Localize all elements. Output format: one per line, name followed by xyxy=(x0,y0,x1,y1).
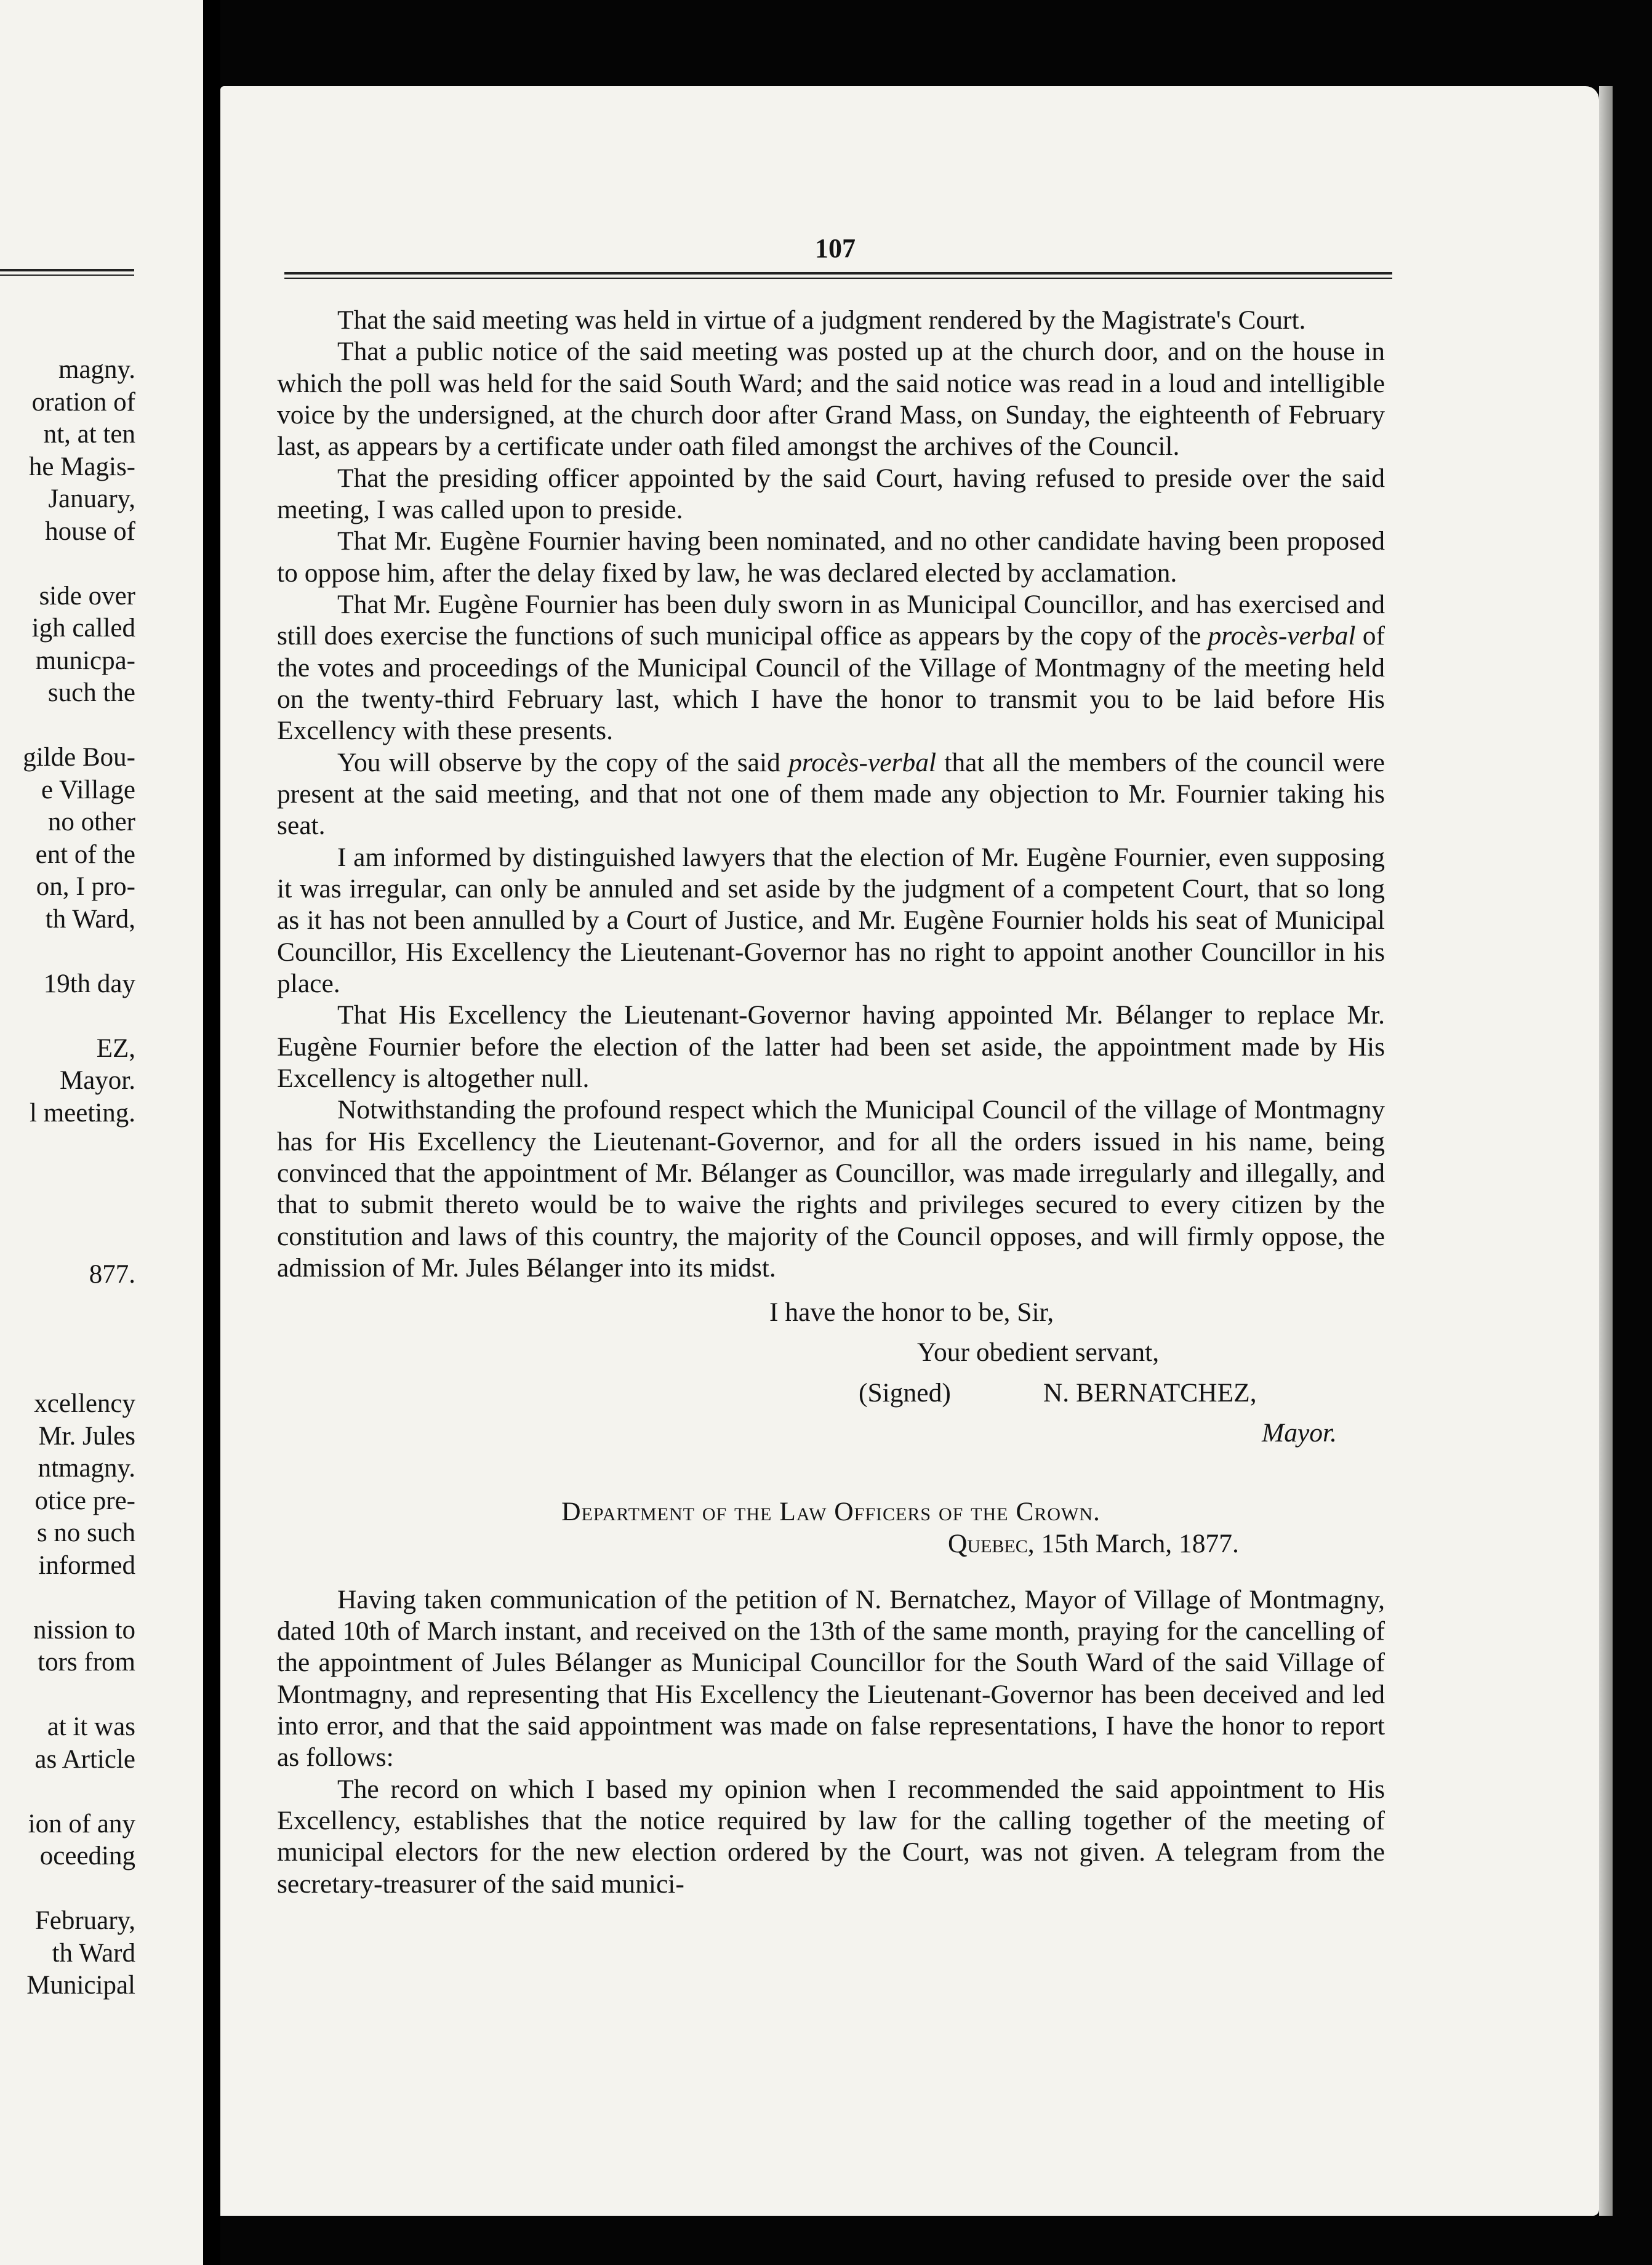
left-page-line: e Village xyxy=(41,775,135,804)
paragraph-1: That the said meeting was held in virtue of a judgment rendered by the Magistrate's Court. xyxy=(337,305,1306,335)
signature-line xyxy=(277,1373,1385,1413)
left-page-line xyxy=(0,710,203,742)
left-page-line: th Ward xyxy=(52,1938,135,1968)
left-page-line xyxy=(0,1873,203,1906)
left-page-line: informed xyxy=(38,1550,135,1580)
left-page-line: EZ, xyxy=(96,1033,135,1063)
left-page-line: gilde Bou- xyxy=(23,743,135,772)
left-page-line: as Article xyxy=(34,1744,135,1774)
left-page-line: tors from xyxy=(38,1648,135,1677)
left-page-line: February, xyxy=(34,1906,135,1935)
left-header-rule-thin xyxy=(0,275,134,276)
left-page-line: 877. xyxy=(89,1260,135,1289)
left-page-line xyxy=(0,1291,203,1324)
left-page-line: s no such xyxy=(36,1518,135,1547)
left-page-line: igh called xyxy=(31,614,135,643)
left-page-line: he Magis- xyxy=(28,452,135,481)
left-page-line xyxy=(0,1227,203,1259)
left-page-line: no other xyxy=(47,808,135,836)
paragraph-5-a: That Mr. Eugène Fournier has been duly sworn in as Municipal Councillor, and has exercised and still does exercise the functions of such municipal office as appears by the copy of the xyxy=(277,589,1385,651)
paragraph-4: That Mr. Eugène Fournier having been nominated, and no other candidate having been proposed to oppose him, after the delay fixed by law, he was declared elected by acclamation. xyxy=(277,526,1385,588)
left-page-line: oration of xyxy=(31,387,135,417)
paragraph-5 xyxy=(277,589,1385,747)
signature-closing: I have the honor to be, Sir, xyxy=(769,1297,1054,1328)
paragraph-9: Notwithstanding the profound respect which the Municipal Council of the village of Montmagny has for His Excellency the Lieutenant-Governor, and for all the orders issued in his name, being convinced that the appointment of Mr. Bélanger as Councillor, was made irregularly and illegally, and that to submit thereto would be to waive the rights and privileges secured to every citizen by the constitution and laws of this country, the majority of the Council opposes, and will firmly oppose, the admission of Mr. Jules Bélanger into its midst. xyxy=(277,1095,1385,1283)
left-page xyxy=(0,0,203,2265)
left-page-line: January, xyxy=(48,484,135,513)
left-page-line xyxy=(0,548,203,580)
report-paragraph-2: The record on which I based my opinion when I recommended the said appointment to His Excellency, establishes that the notice required by law for the calling together of the meeting of municipal electors for the new election ordered by the Court, was not given. A telegram from the secretary-treasurer of the said munici- xyxy=(277,1774,1385,1899)
paragraph-5-italic: procès-verbal xyxy=(1208,621,1356,651)
left-page-line: oceeding xyxy=(39,1842,135,1870)
left-page-text xyxy=(0,354,203,2002)
left-page-line: ntmagny. xyxy=(38,1454,135,1483)
signature-signed: (Signed) xyxy=(859,1377,951,1408)
left-page-line: nission to xyxy=(33,1615,135,1645)
left-page-line: Municipal xyxy=(26,1971,135,2000)
paragraph-3: That the presiding officer appointed by the said Court, having refused to preside over the said meeting, I was called upon to preside. xyxy=(277,463,1385,524)
left-page-line xyxy=(0,1194,203,1227)
left-page-line xyxy=(0,1000,203,1033)
dateline-place: Quebec, xyxy=(948,1528,1035,1558)
left-page-line: th Ward, xyxy=(45,904,135,934)
book-gutter xyxy=(203,0,220,2265)
left-page-line: Mr. Jules xyxy=(38,1421,135,1451)
signature-block xyxy=(277,1293,1385,1453)
left-page-line xyxy=(0,1129,203,1162)
left-page-line xyxy=(0,936,203,968)
paragraph-6-italic: procès-verbal xyxy=(788,747,937,777)
left-page-line: 19th day xyxy=(43,969,135,998)
left-page-line: Mayor. xyxy=(59,1066,135,1095)
dateline xyxy=(277,1528,1385,1560)
left-page-line: municpa- xyxy=(35,646,135,675)
report-paragraph-1: Having taken communication of the petition of N. Bernatchez, Mayor of Village of Montmagny, dated 10th of March instant, and received on the 13th of the same month, praying for the cancelling of the appointment of Jules Bélanger as Municipal Councillor for the South Ward of the said Village of Montmagny, and representing that His Excellency the Lieutenant-Governor has been deceived and led into error, and that the said appointment was made on false representations, I have the honor to report as follows: xyxy=(277,1584,1385,1773)
left-page-line xyxy=(0,1776,203,1808)
page-edge xyxy=(1599,86,1613,2216)
left-page-line xyxy=(0,1356,203,1389)
signature-title: Mayor. xyxy=(1262,1417,1337,1448)
left-header-rule xyxy=(0,269,134,271)
left-page-line: house of xyxy=(45,516,135,546)
signature-servant: Your obedient servant, xyxy=(917,1337,1160,1368)
left-page-line xyxy=(0,1323,203,1356)
header-rule-bottom xyxy=(284,278,1392,279)
left-page-line: such the xyxy=(47,678,135,707)
letter-body xyxy=(277,305,1385,1900)
left-page-line: on, I pro- xyxy=(36,872,135,901)
left-page-line: nt, at ten xyxy=(43,420,135,449)
paragraph-6-b: that all the members of the council were present at the said meeting, and that not one of them made any objection to Mr. Fournier taking his seat. xyxy=(277,747,1385,841)
left-page-line xyxy=(0,1679,203,1712)
left-page-line: xcellency xyxy=(34,1389,135,1418)
signature-name: N. BERNATCHEZ, xyxy=(1043,1377,1257,1408)
left-page-line: otice pre- xyxy=(34,1486,135,1515)
left-page-line xyxy=(0,1162,203,1195)
left-page-line: side over xyxy=(39,581,135,611)
page-number: 107 xyxy=(815,233,856,263)
department-heading: Department of the Law Officers of the Crown. xyxy=(561,1497,1101,1527)
paragraph-6-a: You will observe by the copy of the said xyxy=(337,747,789,777)
header-rule-top xyxy=(284,272,1392,275)
left-page-line: magny. xyxy=(58,355,135,384)
paragraph-7: I am informed by distinguished lawyers that the election of Mr. Eugène Fournier, even supposing it was irregular, can only be annuled and set aside by the judgment of a competent Court, that so long as it has not been annulled by a Court of Justice, and Mr. Eugène Fournier holds his seat of Municipal Councillor, His Excellency the Lieutenant-Governor has no right to appoint another Councillor in his place. xyxy=(277,842,1385,998)
left-page-line: ion of any xyxy=(28,1809,135,1838)
left-page-line xyxy=(0,1582,203,1614)
paragraph-5-b: of the votes and proceedings of the Municipal Council of the Village of Montmagny of the meeting held on the twenty-third February last, which I have the honor to transmit you to be laid before His Excellency with these presents. xyxy=(277,621,1385,746)
paragraph-6 xyxy=(277,747,1385,842)
left-page-line: ent of the xyxy=(35,840,135,869)
left-page-line: l meeting. xyxy=(30,1098,135,1128)
left-page-line: at it was xyxy=(47,1712,135,1741)
dateline-date: 15th March, 1877. xyxy=(1041,1528,1239,1558)
paragraph-8: That His Excellency the Lieutenant-Governor having appointed Mr. Bélanger to replace Mr. Eugène Fournier before the election of the latter had been set aside, the appointment made by His Excellency is altogether null. xyxy=(277,1000,1385,1093)
paragraph-2: That a public notice of the said meeting was posted up at the church door, and on the house in which the poll was held for the said South Ward; and the said notice was read in a loud and intelligible voice by the undersigned, at the church door after Grand Mass, on Sunday, the eighteenth of February last, as appears by a certificate under oath filed amongst the archives of the Council. xyxy=(277,337,1385,462)
